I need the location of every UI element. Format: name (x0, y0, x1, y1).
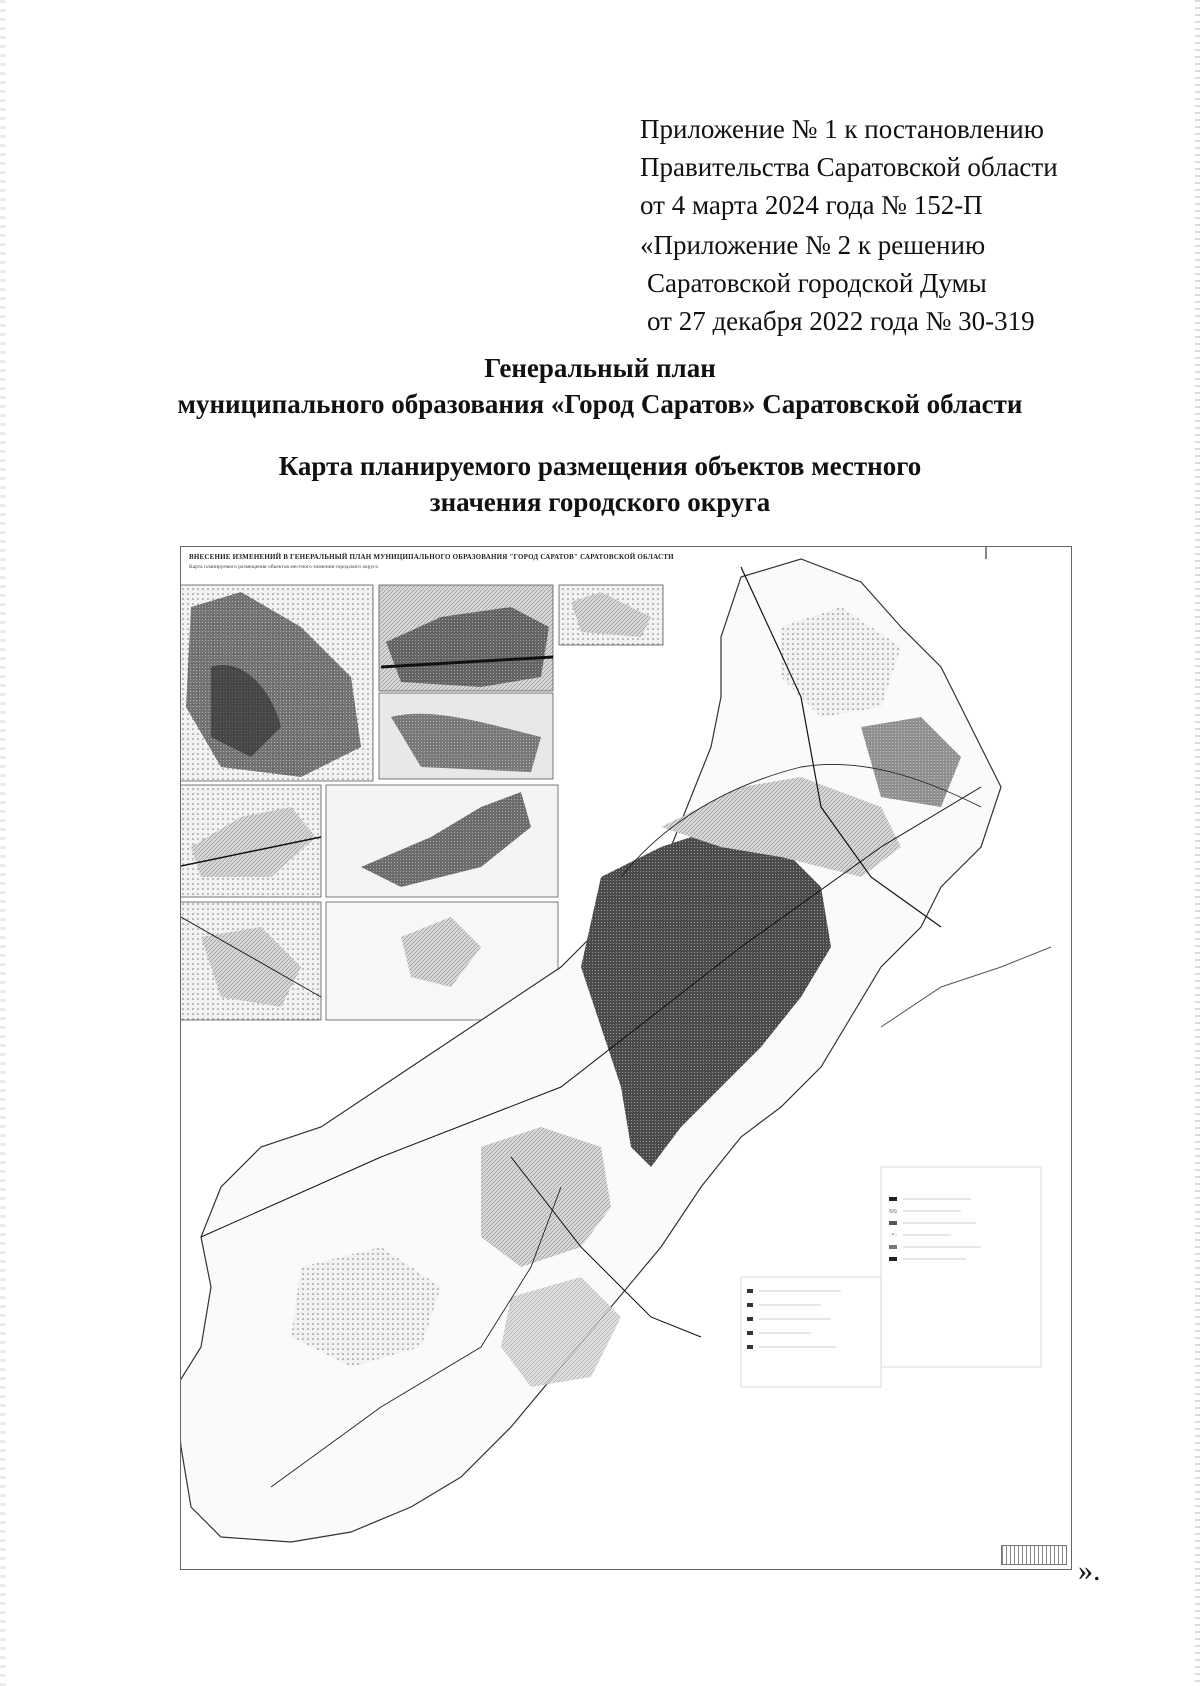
title-block-stamp (1001, 1545, 1067, 1565)
map-title-line-2: значения городского округа (429, 487, 771, 517)
map-drawing (181, 547, 1071, 1569)
appendix-1-line-3: от 4 марта 2024 года № 152-П (640, 190, 983, 220)
scan-edge-left (0, 0, 6, 1686)
appendix-1-line-2: Правительства Саратовской области (640, 152, 1058, 182)
map-title (0, 448, 1200, 520)
map-legend-swatches (741, 1167, 1041, 1387)
plan-title-line-1: Генеральный план (484, 353, 716, 383)
appendix-2-line-3: от 27 декабря 2022 года № 30-319 (647, 306, 1035, 336)
north-arrow-icon (974, 547, 998, 559)
appendix-2-block (640, 226, 1035, 340)
appendix-1-line-1: Приложение № 1 к постановлению (640, 114, 1044, 144)
map-subheader: Карта планируемого размещения объектов местного значения городского округа (189, 564, 378, 570)
map-title-line-1: Карта планируемого размещения объектов местного (278, 451, 922, 481)
scan-edge-right (1195, 0, 1200, 1686)
plan-title-line-2: муниципального образования «Город Саратов» Саратовской области (177, 389, 1023, 419)
plan-title (0, 350, 1200, 422)
general-plan-map (180, 546, 1072, 1570)
map-header: ВНЕСЕНИЕ ИЗМЕНЕНИЙ В ГЕНЕРАЛЬНЫЙ ПЛАН МУНИЦИПАЛЬНОГО ОБРАЗОВАНИЯ "ГОРОД САРАТОВ" САРАТОВСКОЙ ОБЛАСТИ (189, 553, 674, 561)
appendix-1-block (640, 110, 1058, 224)
appendix-2-line-1: «Приложение № 2 к решению (640, 230, 986, 260)
closing-quote-mark: ». (1078, 1554, 1101, 1587)
appendix-2-line-2: Саратовской городской Думы (647, 268, 987, 298)
